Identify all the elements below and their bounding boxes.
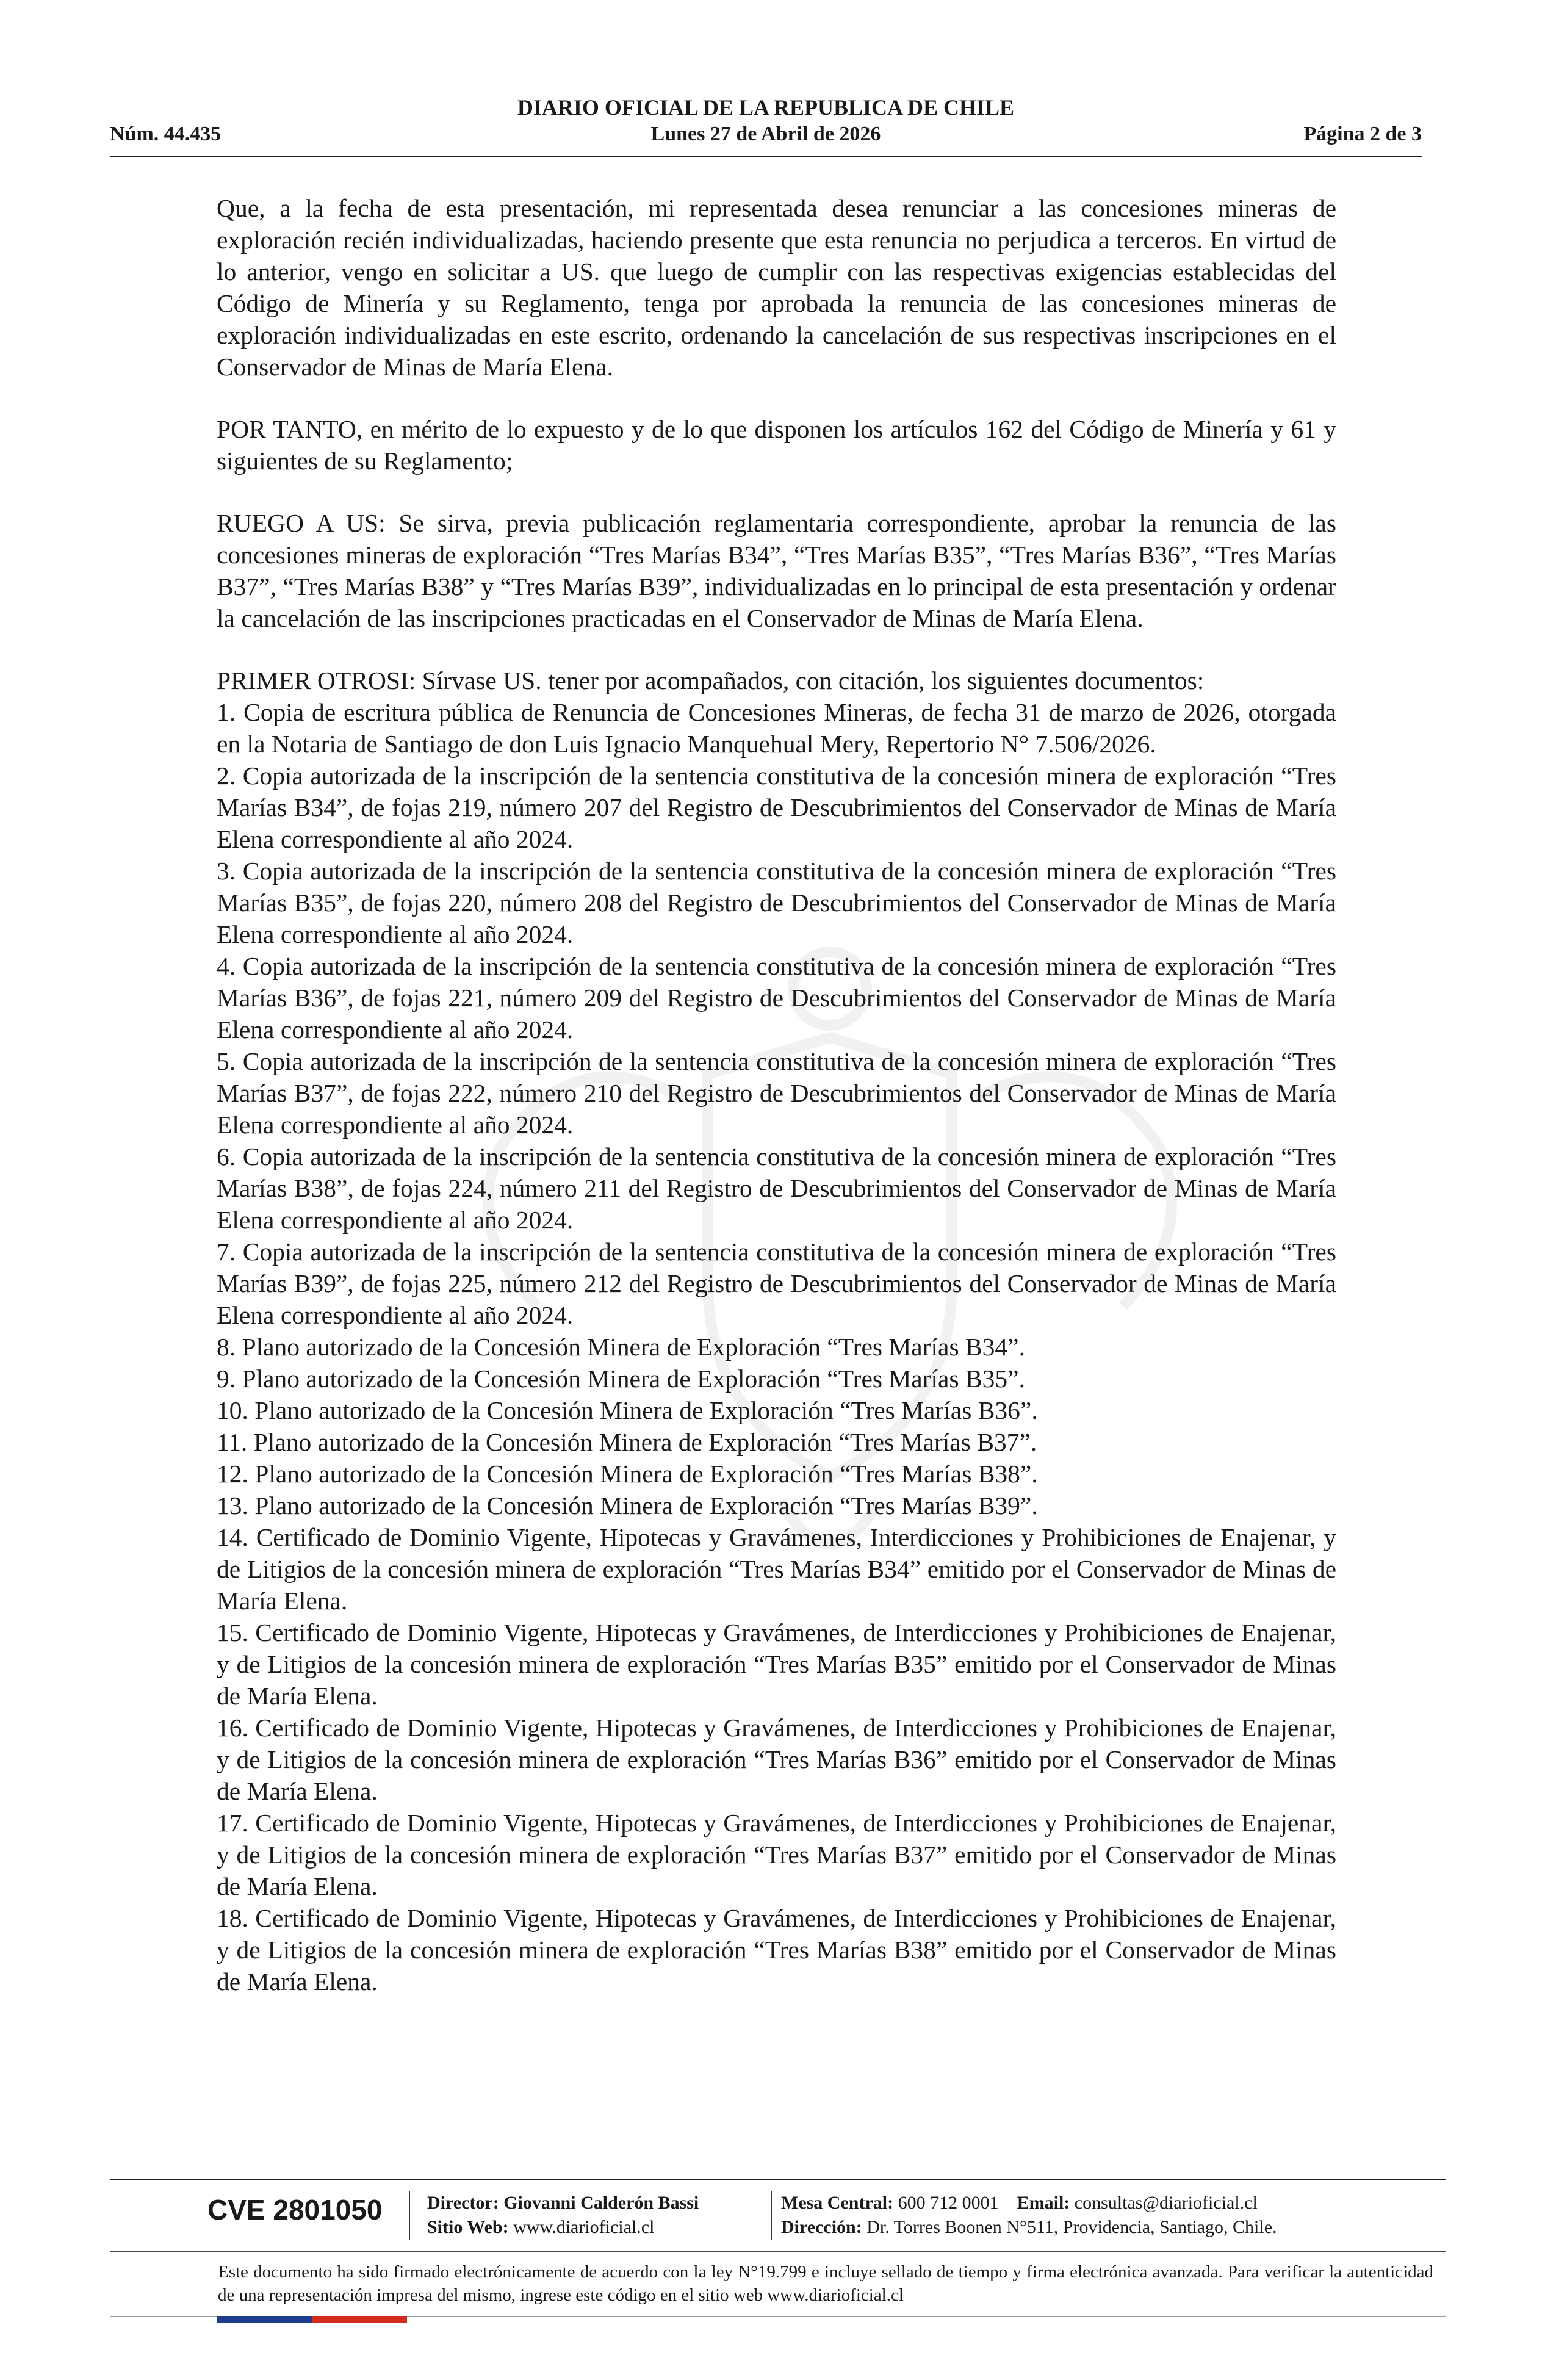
address-value: Dr. Torres Boonen N°511, Providencia, Santiago, Chile. — [866, 2217, 1277, 2237]
list-item: 10. Plano autorizado de la Concesión Minera de Exploración “Tres Marías B36”. — [217, 1396, 1038, 1424]
director-label: Director: — [427, 2193, 499, 2213]
list-item: 13. Plano autorizado de la Concesión Minera de Exploración “Tres Marías B39”. — [217, 1491, 1038, 1520]
list-item: 15. Certificado de Dominio Vigente, Hipotecas y Gravámenes, de Interdicciones y Prohibiciones de Enajenar, y de Litigios de la concesión minera de exploración “Tres Marías B35” emitido por el Conservador de Minas de María Elena. — [217, 1618, 1336, 1710]
footer-director-block — [427, 2191, 699, 2240]
footer-mid-rule — [110, 2251, 1446, 2252]
list-item: 9. Plano autorizado de la Concesión Minera de Exploración “Tres Marías B35”. — [217, 1365, 1025, 1393]
list-item: 12. Plano autorizado de la Concesión Minera de Exploración “Tres Marías B38”. — [217, 1460, 1038, 1488]
otrosi-section — [217, 665, 1336, 1997]
paragraph-por-tanto: POR TANTO, en mérito de lo expuesto y de lo que disponen los artículos 162 del Código de Minería y 61 y siguientes de su Reglamento; — [217, 415, 1336, 475]
list-item: 2. Copia autorizada de la inscripción de la sentencia constitutiva de la concesión minera de exploración “Tres Marías B34”, de fojas 219, número 207 del Registro de Descubrimientos del Conservador de Minas de María Elena correspondiente al año 2024. — [217, 762, 1336, 853]
page-footer — [110, 2179, 1446, 2305]
list-item: 7. Copia autorizada de la inscripción de la sentencia constitutiva de la concesión minera de exploración “Tres Marías B39”, de fojas 225, número 212 del Registro de Descubrimientos del Conservador de Minas de María Elena correspondiente al año 2024. — [217, 1238, 1336, 1329]
cve-code: CVE 2801050 — [207, 2194, 383, 2226]
address-label: Dirección: — [781, 2217, 862, 2237]
list-item: 17. Certificado de Dominio Vigente, Hipotecas y Gravámenes, de Interdicciones y Prohibiciones de Enajenar, y de Litigios de la concesión minera de exploración “Tres Marías B37” emitido por el Conservador de Minas de María Elena. — [217, 1809, 1336, 1900]
list-item: 14. Certificado de Dominio Vigente, Hipotecas y Gravámenes, Interdicciones y Prohibiciones de Enajenar, y de Litigios de la concesión minera de exploración “Tres Marías B34” emitido por el Conservador de Minas de María Elena. — [217, 1523, 1336, 1615]
paragraph-ruego: RUEGO A US: Se sirva, previa publicación reglamentaria correspondiente, aprobar la renuncia de las concesiones mineras de exploración “Tres Marías B34”, “Tres Marías B35”, “Tres Marías B36”, “Tres Marías B37”, “Tres Marías B38” y “Tres Marías B39”, individualizadas en lo principal de esta presentación y ordenar la cancelación de las inscripciones practicadas en el Conservador de Minas de María Elena. — [217, 509, 1336, 632]
footer-top-rule — [110, 2179, 1446, 2180]
issue-number: Núm. 44.435 — [110, 123, 222, 145]
email-link[interactable]: consultas@diarioficial.cl — [1074, 2193, 1258, 2213]
page-indicator: Página 2 de 3 — [1303, 123, 1422, 145]
footer-divider — [409, 2191, 410, 2240]
flag-blue-segment — [217, 2316, 312, 2323]
list-item: 8. Plano autorizado de la Concesión Minera de Exploración “Tres Marías B34”. — [217, 1333, 1025, 1361]
mesa-label: Mesa Central: — [781, 2193, 894, 2213]
page-header — [110, 95, 1422, 157]
director-name: Giovanni Calderón Bassi — [503, 2193, 699, 2213]
web-label: Sitio Web: — [427, 2217, 509, 2237]
document-list — [217, 696, 1336, 1997]
list-item: 6. Copia autorizada de la inscripción de la sentencia constitutiva de la concesión minera de exploración “Tres Marías B38”, de fojas 224, número 211 del Registro de Descubrimientos del Conservador de Minas de María Elena correspondiente al año 2024. — [217, 1142, 1336, 1234]
issue-date: Lunes 27 de Abril de 2026 — [650, 123, 881, 145]
email-label: Email: — [1017, 2193, 1070, 2213]
newspaper-title: DIARIO OFICIAL DE LA REPUBLICA DE CHILE — [517, 95, 1015, 120]
list-item: 18. Certificado de Dominio Vigente, Hipotecas y Gravámenes, de Interdicciones y Prohibiciones de Enajenar, y de Litigios de la concesión minera de exploración “Tres Marías B38” emitido por el Conservador de Minas de María Elena. — [217, 1904, 1336, 1996]
footer-divider — [771, 2191, 772, 2240]
chile-flag-stripe — [217, 2316, 407, 2323]
list-item: 16. Certificado de Dominio Vigente, Hipotecas y Gravámenes, de Interdicciones y Prohibiciones de Enajenar, y de Litigios de la concesión minera de exploración “Tres Marías B36” emitido por el Conservador de Minas de María Elena. — [217, 1714, 1336, 1805]
web-link[interactable]: www.diarioficial.cl — [513, 2217, 655, 2237]
list-item: 1. Copia de escritura pública de Renuncia de Concesiones Mineras, de fecha 31 de marzo de 2026, otorgada en la Notaria de Santiago de don Luis Ignacio Manquehual Mery, Repertorio N° 7.506/2026. — [217, 698, 1336, 758]
flag-red-segment — [312, 2316, 407, 2323]
list-item: 11. Plano autorizado de la Concesión Minera de Exploración “Tres Marías B37”. — [217, 1428, 1037, 1456]
otrosi-intro: PRIMER OTROSI: Sírvase US. tener por acompañados, con citación, los siguientes documentos: — [217, 666, 1205, 694]
mesa-phone: 600 712 0001 — [898, 2193, 999, 2213]
document-body — [217, 192, 1336, 1997]
legal-notice: Este documento ha sido firmado electrónicamente de acuerdo con la ley N°19.799 e incluye sellado de tiempo y firma electrónica avanzada. Para verificar la autenticidad de una representación impresa del mismo, ingrese este código en el sitio web www.diarioficial.cl — [218, 2262, 1433, 2305]
list-item: 5. Copia autorizada de la inscripción de la sentencia constitutiva de la concesión minera de exploración “Tres Marías B37”, de fojas 222, número 210 del Registro de Descubrimientos del Conservador de Minas de María Elena correspondiente al año 2024. — [217, 1047, 1336, 1139]
footer-contact-block — [781, 2191, 1277, 2240]
paragraph-renuncia: Que, a la fecha de esta presentación, mi representada desea renunciar a las concesiones mineras de exploración recién individualizadas, haciendo presente que esta renuncia no perjudica a terceros. En virtud de lo anterior, vengo en solicitar a US. que luego de cumplir con las respectivas exigencias establecidas del Código de Minería y su Reglamento, tenga por aprobada la renuncia de las concesiones mineras de exploración individualizadas en este escrito, ordenando la cancelación de sus respectivas inscripciones en el Conservador de Minas de María Elena. — [217, 194, 1336, 381]
list-item: 3. Copia autorizada de la inscripción de la sentencia constitutiva de la concesión minera de exploración “Tres Marías B35”, de fojas 220, número 208 del Registro de Descubrimientos del Conservador de Minas de María Elena correspondiente al año 2024. — [217, 857, 1336, 948]
list-item: 4. Copia autorizada de la inscripción de la sentencia constitutiva de la concesión minera de exploración “Tres Marías B36”, de fojas 221, número 209 del Registro de Descubrimientos del Conservador de Minas de María Elena correspondiente al año 2024. — [217, 952, 1336, 1044]
